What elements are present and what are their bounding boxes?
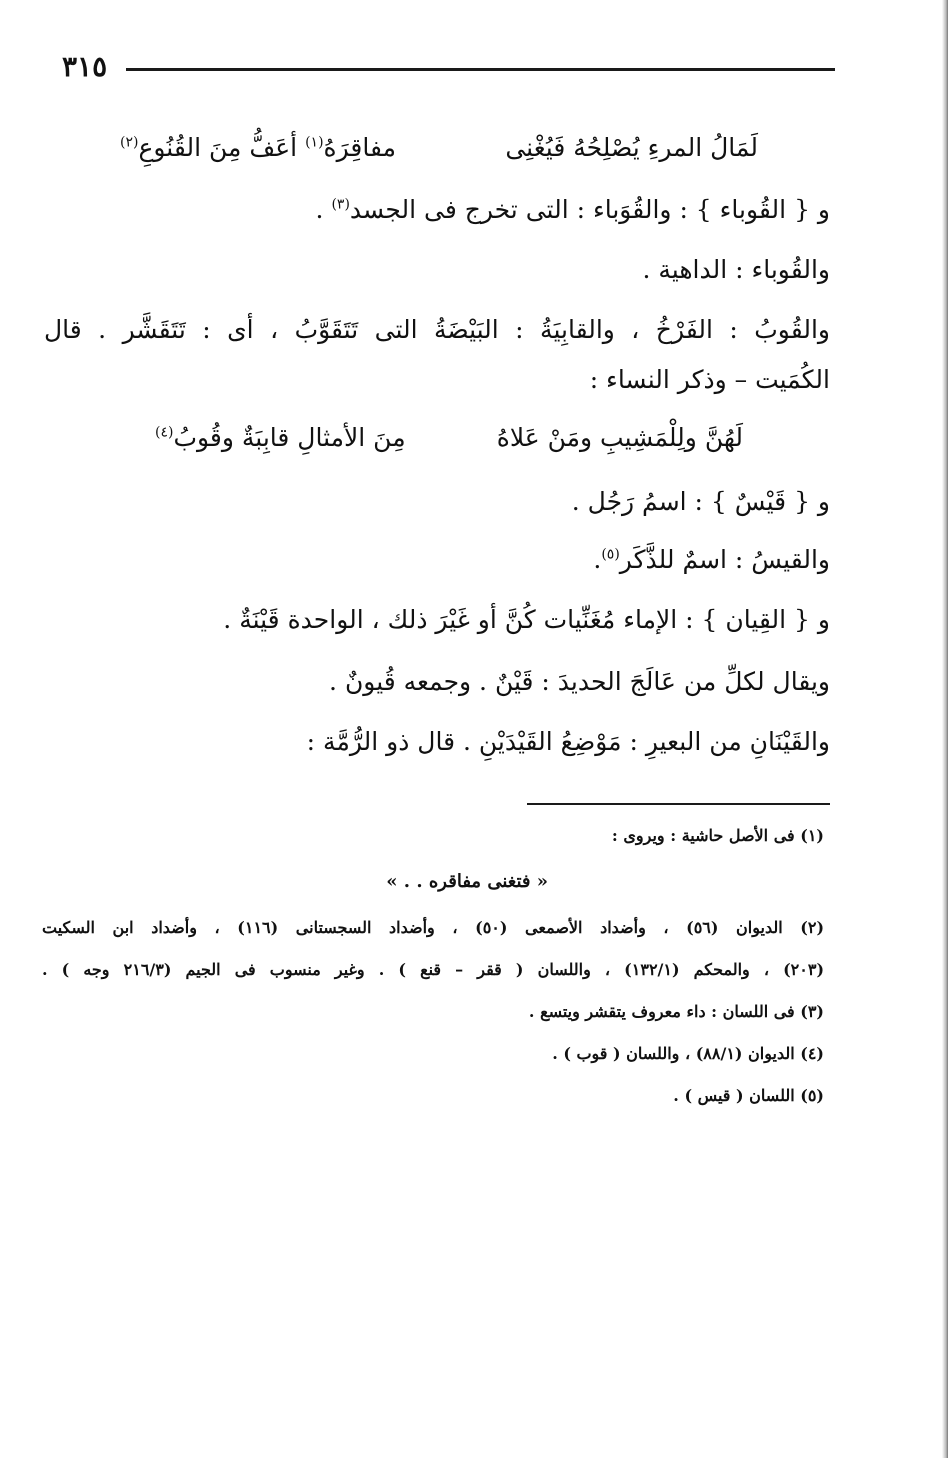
line-qays-text: والقيسُ : اسمٌ للذَّكَر: [619, 545, 830, 574]
footnote-ref-1: (١): [305, 134, 324, 151]
verse2-left-text: مِنَ الأمثالِ قابِبَةٌ وقُوبُ: [173, 423, 406, 452]
entry-qays: و { قَيْسٌ } : اسمُ رَجُل .: [571, 487, 830, 516]
verse2-hemistich-right: لَهُنَّ ولِلْمَشِيبِ ومَنْ عَلاهُ: [496, 423, 743, 452]
footnote-4: (٤) الديوان (٨٨/١) ، واللسان ( قوب ) .: [552, 1044, 824, 1063]
verse1-hemistich-left: [120, 128, 396, 168]
line-qubaa-dahiya: والقُوباء : الداهية .: [642, 255, 830, 284]
line-qaynan: والقَيْنَانِ من البعيرِ : مَوْضِعُ القَيْدَيْنِ . قال ذو الرُّمَّة :: [306, 727, 830, 756]
footnote-1: (١) فى الأصل حاشية : ويروى :: [611, 826, 824, 845]
footnote-ref-5: (٥): [601, 546, 620, 563]
header-rule: [126, 68, 835, 71]
footnote-rule: [527, 803, 830, 805]
page-number: ٣١٥: [62, 50, 108, 83]
verse1-rest: أعَفُّ مِنَ القُنُوعِ: [138, 133, 306, 162]
footnote-2-line-2: (٢٠٣) ، والمحكم (١٣٢/١) ، واللسان ( ققر – قنع ) . وغير منسوب فى الجيم (٢١٦/٣ وجه ) .: [42, 960, 825, 979]
footnote-5: (٥) اللسان ( قيس ) .: [673, 1086, 824, 1105]
footnote-ref-2: (٢): [120, 134, 139, 151]
page-edge-shadow: [942, 0, 948, 1458]
verse2-hemistich-left: [155, 418, 406, 458]
footnote-2-line-1: (٢) الديوان (٥٦) ، وأضداد الأصمعى (٥٠) ، وأضداد السجستانى (١١٦) ، وأضداد ابن السكيت: [42, 918, 825, 937]
footnote-ref-4: (٤): [155, 424, 174, 441]
line-qub-farkh: والقُوبُ : الفَرْخُ ، والقابِيَةُ : البَيْضَةُ التى تَتَقَوَّبُ ، أى : تَتَقَشَّر . قال: [44, 315, 830, 344]
entry-qiyan: و { القِيان } : الإماء مُغَنِّيات كُنَّ أو غَيْرَ ذلك ، الواحدة قَيْنَةٌ .: [223, 605, 830, 634]
footnote-ref-3: (٣): [331, 196, 350, 213]
footnote-1-quote: « فتغنى مفاقره . . »: [386, 871, 548, 892]
verse1-word-mafaqirah: مفاقِرَهُ: [323, 133, 397, 162]
line-qays-dhakar: [593, 540, 830, 580]
line-qays-end: .: [593, 545, 602, 574]
line-kumait: الكُمَيت – وذكر النساء :: [589, 365, 830, 394]
entry-qubaa-end: .: [315, 195, 332, 224]
footnote-3: (٣) فى اللسان : داء معروف يتقشر ويتسع .: [528, 1002, 824, 1021]
entry-qubaa-text: و { القُوباء } : والقُوَباء : التى تخرج فى الجسد: [349, 195, 830, 224]
entry-qubaa: [316, 190, 830, 230]
verse1-hemistich-right: لَمَالُ المرءِ يُصْلِحُهُ فَيُغْنِى: [505, 133, 758, 162]
line-qayn: ويقال لكلِّ من عَالَجَ الحديدَ : قَيْنٌ . وجمعه قُيونٌ .: [329, 667, 830, 696]
